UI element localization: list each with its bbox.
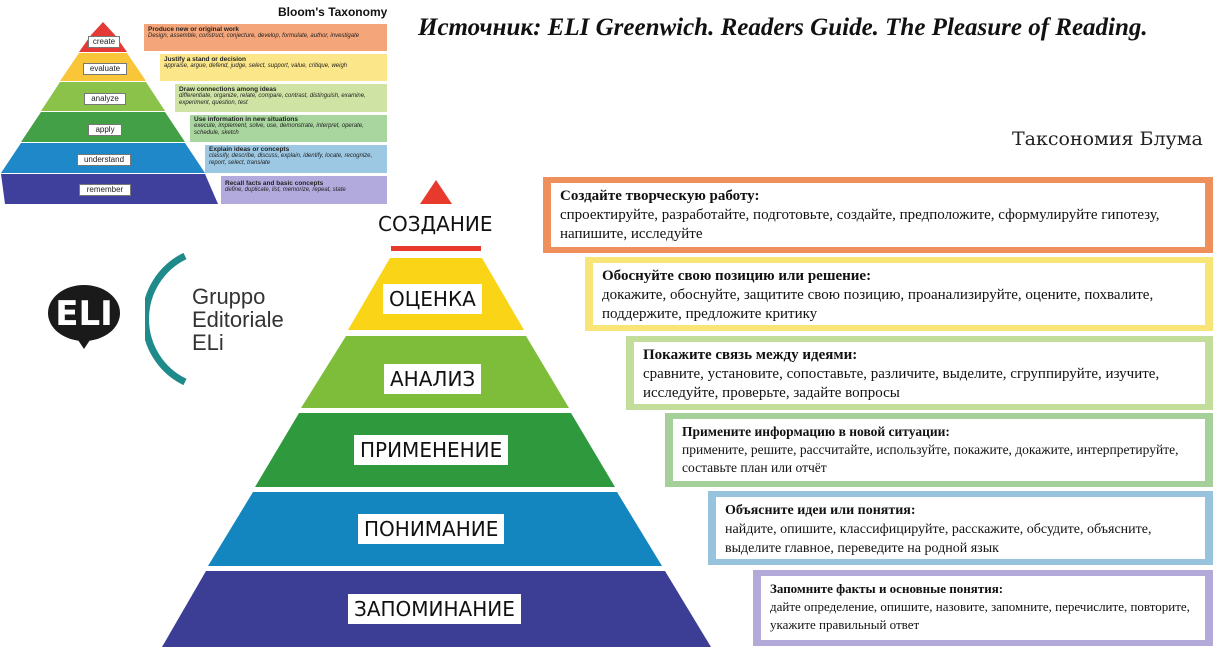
small-desc-evaluate-text: appraise, argue, defend, judge, select, support, value, critique, weigh	[164, 63, 348, 69]
logo-line-2: Editoriale	[192, 307, 284, 332]
desc-create-text: спроектируйте, разработайте, подготовьте, создайте, предположите, сформулируйте гипотезу, напишите, исследуйте	[560, 207, 1160, 242]
small-desc-analyze-heading: Draw connections among ideas	[179, 86, 277, 93]
small-desc-remember-heading: Recall facts and basic concepts	[225, 180, 324, 187]
desc-box-understand	[708, 491, 1213, 565]
small-desc-apply-heading: Use information in new situations	[194, 116, 299, 123]
desc-apply-heading: Примените информацию в новой ситуации:	[682, 424, 950, 439]
small-label-analyze: analyze	[84, 93, 126, 105]
desc-box-analyze	[626, 336, 1213, 410]
desc-box-evaluate	[585, 257, 1213, 331]
small-label-remember: remember	[79, 184, 131, 196]
ru-title: Таксономия Блума	[1012, 128, 1203, 150]
pyramid-label-evaluate: ОЦЕНКА	[383, 284, 482, 314]
pyramid-label-understand: ПОНИМАНИЕ	[358, 514, 504, 544]
small-label-evaluate: evaluate	[83, 63, 127, 75]
small-label-understand: understand	[77, 154, 131, 166]
desc-evaluate-text: докажите, обоснуйте, защитите свою позицию, проанализируйте, оцените, похвалите, поддержите, предложите критику	[602, 287, 1154, 322]
desc-remember-text: дайте определение, опишите, назовите, запомните, перечислите, повторите, укажите правильный ответ	[770, 599, 1190, 632]
desc-box-remember	[753, 570, 1213, 646]
desc-create-heading: Создайте творческую работу:	[560, 188, 760, 204]
small-label-apply: apply	[88, 124, 122, 136]
desc-understand-text: найдите, опишите, классифицируйте, расскажите, обсудите, объясните, выделите главное, переведите на родной язык	[725, 522, 1152, 556]
eli-logo-mark: ELI	[55, 294, 113, 334]
desc-remember-heading: Запомните факты и основные понятия:	[770, 581, 1004, 596]
small-desc-remember-text: define, duplicate, list, memorize, repeat, state	[225, 187, 346, 193]
desc-box-apply	[665, 413, 1213, 487]
desc-understand-heading: Объясните идеи или понятия:	[725, 503, 916, 518]
small-label-create: create	[88, 36, 120, 48]
logo-line-1: Gruppo	[192, 284, 266, 309]
small-desc-create-text: Design, assemble, construct, conjecture, develop, formulate, author, investigate	[148, 33, 360, 39]
small-desc-analyze-text: differentiate, organize, relate, compare, contrast, distinguish, examine, experiment, question, test	[179, 93, 366, 106]
desc-analyze-heading: Покажите связь между идеями:	[643, 347, 858, 363]
pyramid-level-create-bar	[391, 246, 481, 251]
pyramid-label-remember: ЗАПОМИНАНИЕ	[348, 594, 521, 624]
pyramid-level-create-shape	[420, 180, 452, 204]
small-desc-create-heading: Produce new or original work	[148, 26, 240, 33]
small-desc-understand-text: classify, describe, discuss, explain, identify, locate, recognize, report, select, translate	[209, 153, 373, 166]
pyramid-label-create: СОЗДАНИЕ	[372, 209, 498, 239]
desc-analyze-text: сравните, установите, сопоставьте, различите, выделите, сгруппируйте, изучите, исследуйте, проверьте, задайте вопросы	[643, 366, 1160, 401]
small-desc-evaluate-heading: Justify a stand or decision	[164, 56, 246, 63]
bloom-taxonomy-title: Bloom's Taxonomy	[278, 5, 388, 19]
pyramid-label-analyze: АНАЛИЗ	[384, 364, 481, 394]
desc-box-create	[543, 177, 1213, 253]
small-desc-understand-heading: Explain ideas or concepts	[209, 146, 290, 153]
pyramid-label-apply: ПРИМЕНЕНИЕ	[354, 435, 508, 465]
logo-line-3: ELi	[192, 330, 224, 355]
source-caption: Источник: ELI Greenwich. Readers Guide. The Pleasure of Reading.	[418, 14, 1148, 41]
small-desc-apply-text: execute, implement, solve, use, demonstrate, interpret, operate, schedule, sketch	[194, 123, 364, 136]
desc-apply-text: примените, решите, рассчитайте, используйте, покажите, докажите, интерпретируйте, составьте план или отчёт	[682, 442, 1179, 475]
desc-evaluate-heading: Обоснуйте свою позицию или решение:	[602, 268, 872, 284]
